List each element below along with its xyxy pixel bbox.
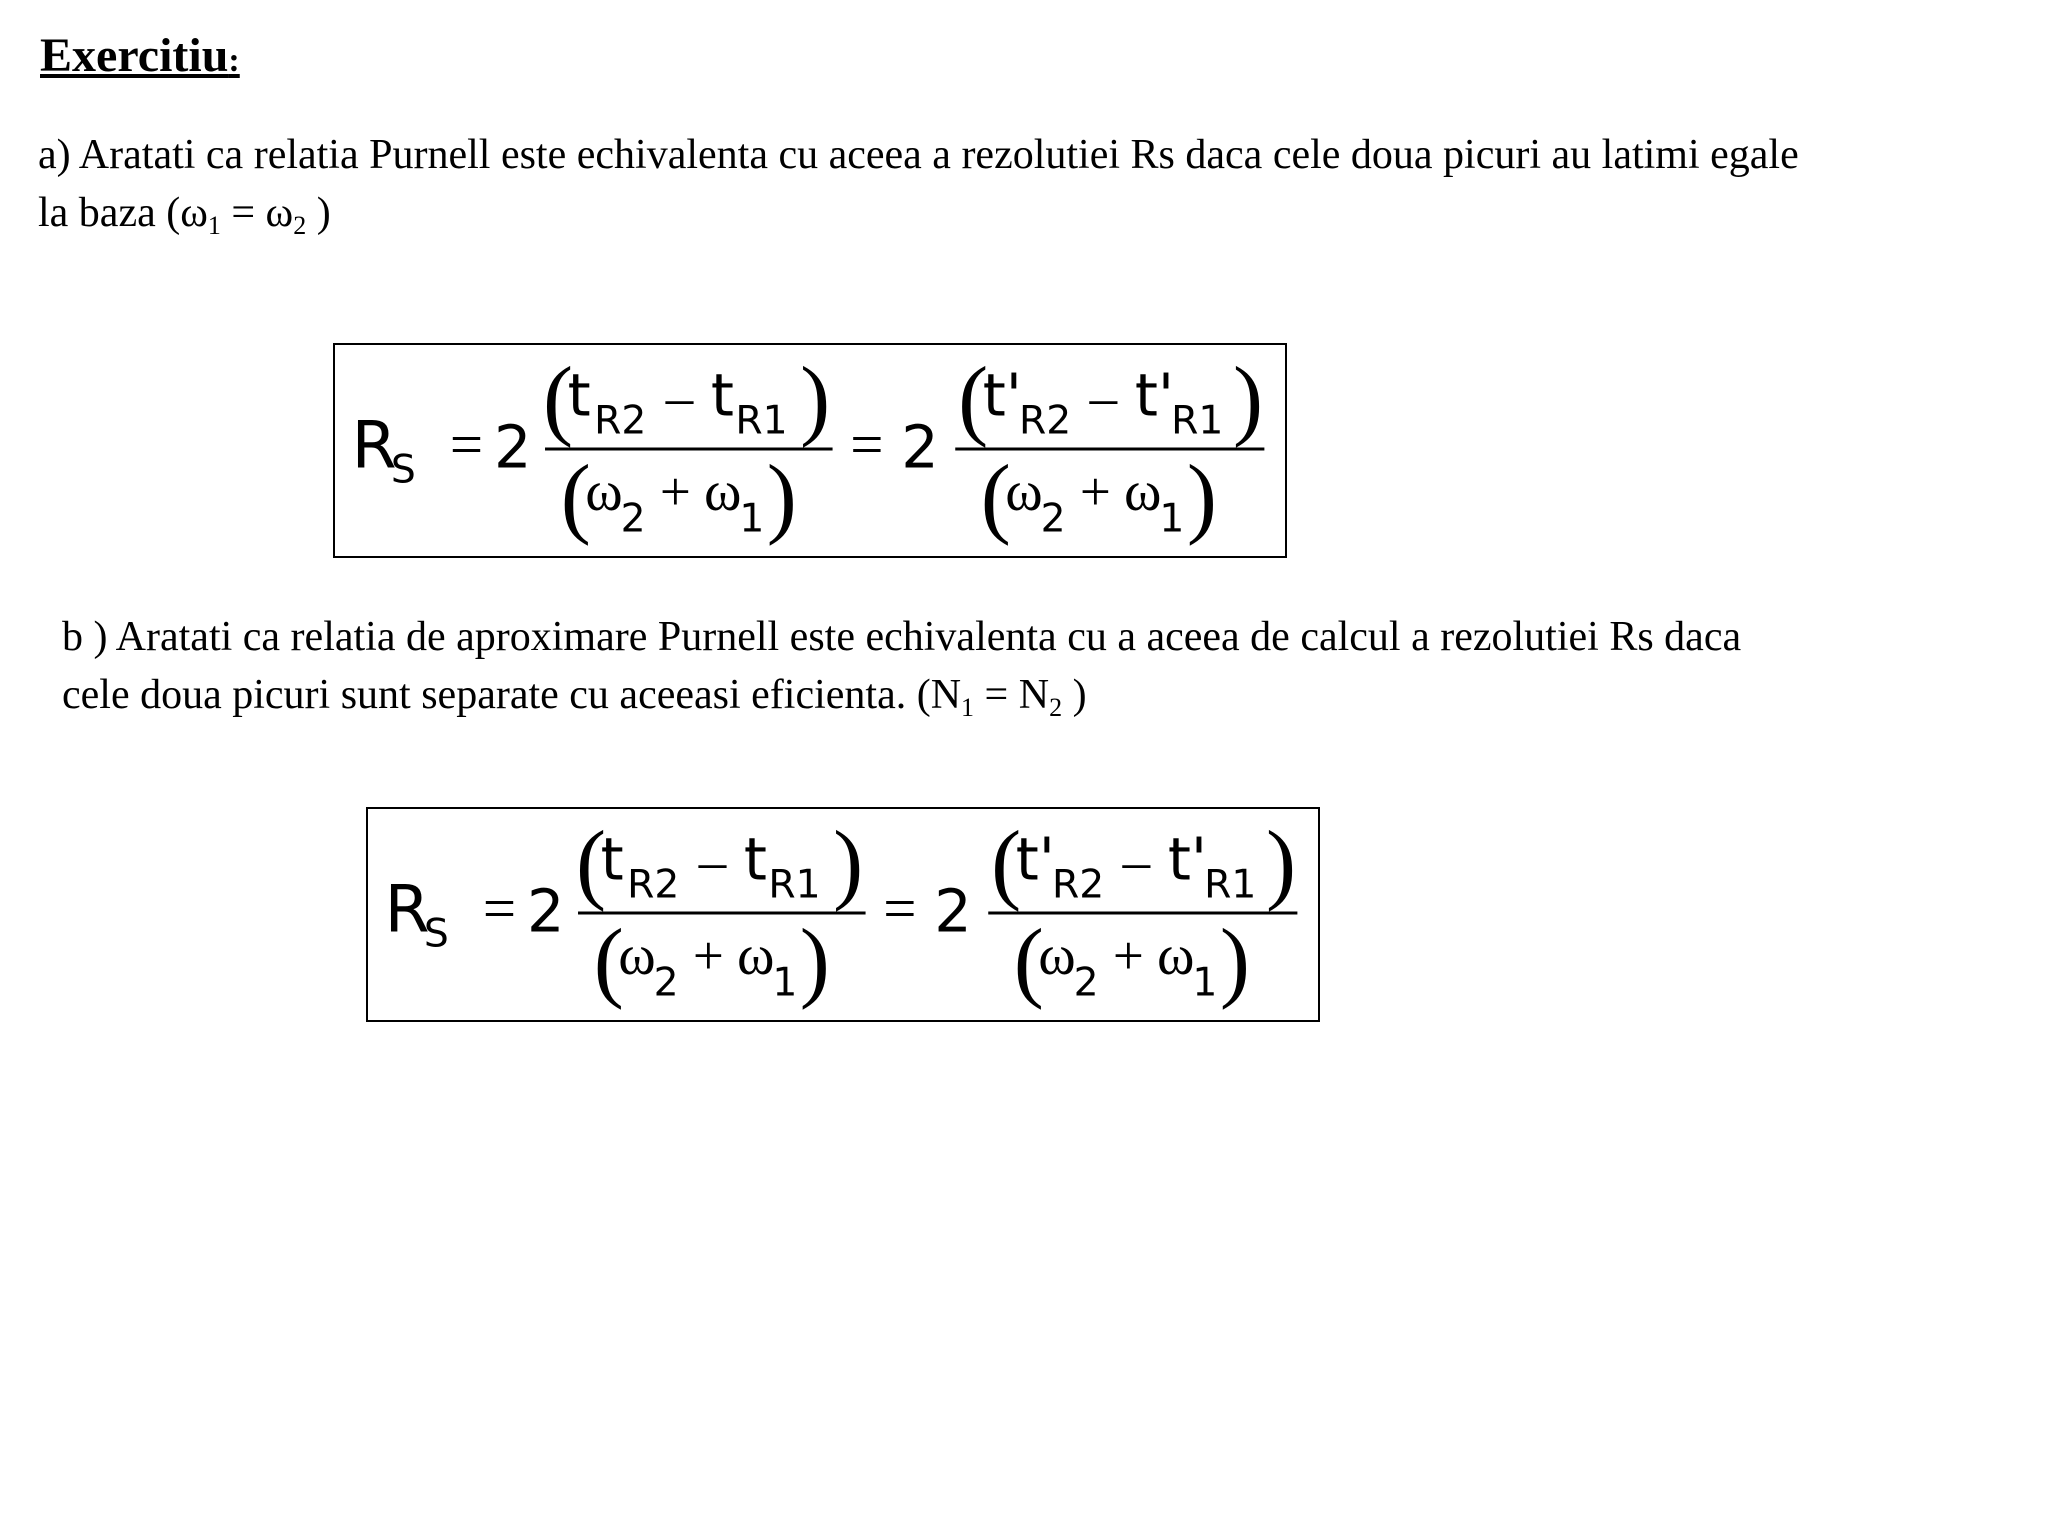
part-a-line1: a) Aratati ca relatia Purnell este echivalenta cu aceea a rezolutiei Rs daca cele doua picuri au latimi egale bbox=[38, 132, 1799, 178]
plus-sign: + bbox=[1079, 460, 1111, 522]
omega-2: ω bbox=[618, 923, 656, 987]
sub-2: 2 bbox=[653, 960, 679, 1006]
t-r2: t bbox=[600, 824, 624, 894]
part-b-mid: = N bbox=[974, 672, 1050, 718]
omega-1: ω bbox=[1124, 459, 1162, 523]
sub-1: 1 bbox=[739, 496, 765, 542]
part-b-line2-prefix: cele doua picuri sunt separate cu aceeasi eficienta. (N bbox=[62, 672, 962, 718]
paren-close: ) bbox=[1186, 446, 1217, 547]
sub-r1: R1 bbox=[1171, 398, 1224, 444]
part-b-sub1: 1 bbox=[961, 693, 975, 722]
part-a-line2-prefix: la baza (ω bbox=[38, 190, 208, 236]
formula-a bbox=[335, 345, 1285, 556]
plus-sign: + bbox=[1112, 924, 1144, 986]
coefficient-2: 2 bbox=[934, 876, 972, 946]
paren-open: ( bbox=[991, 812, 1022, 913]
equals-sign: = bbox=[482, 876, 517, 942]
paren-open: ( bbox=[958, 348, 989, 449]
paren-open: ( bbox=[1013, 910, 1044, 1011]
sub-r2: R2 bbox=[594, 398, 647, 444]
sub-1: 1 bbox=[1159, 496, 1185, 542]
plus-sign: + bbox=[659, 460, 691, 522]
coefficient-2: 2 bbox=[901, 412, 939, 482]
part-a-mid: = ω bbox=[220, 190, 294, 236]
omega-2: ω bbox=[1038, 923, 1076, 987]
part-a-sub2: 2 bbox=[293, 211, 307, 240]
equals-sign: = bbox=[449, 412, 484, 478]
formula-box-b bbox=[366, 807, 1320, 1022]
sub-1: 1 bbox=[772, 960, 798, 1006]
t-prime-r1: t' bbox=[1134, 360, 1175, 430]
omega-1: ω bbox=[737, 923, 775, 987]
sub-2: 2 bbox=[1040, 496, 1066, 542]
minus-sign: – bbox=[1089, 366, 1118, 428]
rs-subscript: S bbox=[423, 911, 449, 957]
sub-r2: R2 bbox=[1052, 862, 1105, 908]
paren-close: ) bbox=[1265, 812, 1297, 913]
sub-r1: R1 bbox=[1204, 862, 1257, 908]
part-a-sub1: 1 bbox=[207, 211, 221, 240]
rs-symbol: R bbox=[384, 872, 430, 948]
sub-1: 1 bbox=[1192, 960, 1218, 1006]
paren-open: ( bbox=[576, 812, 607, 913]
part-a-statement bbox=[38, 126, 2028, 242]
coefficient-2: 2 bbox=[526, 876, 565, 946]
rs-symbol: R bbox=[351, 408, 397, 484]
t-r1: t bbox=[710, 360, 734, 430]
omega-2: ω bbox=[585, 459, 623, 523]
sub-r1: R1 bbox=[768, 862, 821, 908]
paren-close: ) bbox=[833, 812, 864, 913]
paren-open: ( bbox=[980, 446, 1011, 547]
paren-close: ) bbox=[766, 446, 797, 547]
part-b-line2 bbox=[62, 666, 1992, 724]
part-a-line2 bbox=[38, 184, 2028, 242]
minus-sign: – bbox=[698, 830, 727, 892]
sub-2: 2 bbox=[620, 496, 646, 542]
sub-r2: R2 bbox=[627, 862, 680, 908]
paren-open: ( bbox=[543, 348, 574, 449]
formula-b bbox=[368, 809, 1318, 1020]
rs-subscript: S bbox=[390, 447, 416, 493]
t-prime-r2: t' bbox=[1015, 824, 1056, 894]
equals-sign: = bbox=[883, 876, 917, 942]
coefficient-2: 2 bbox=[493, 412, 532, 482]
exercise-title-colon: : bbox=[228, 42, 240, 79]
paren-close: ) bbox=[1219, 910, 1250, 1011]
paren-open: ( bbox=[560, 446, 591, 547]
equals-sign: = bbox=[850, 412, 884, 478]
omega-1: ω bbox=[1157, 923, 1195, 987]
formula-box-a bbox=[333, 343, 1287, 558]
omega-2: ω bbox=[1005, 459, 1043, 523]
exercise-title bbox=[40, 28, 240, 83]
exercise-title-text: Exercitiu bbox=[40, 29, 229, 82]
part-b-suffix: ) bbox=[1062, 672, 1087, 718]
part-a-suffix: ) bbox=[306, 190, 331, 236]
part-b-sub2: 2 bbox=[1049, 693, 1063, 722]
sub-r2: R2 bbox=[1019, 398, 1072, 444]
t-r1: t bbox=[743, 824, 767, 894]
t-prime-r1: t' bbox=[1167, 824, 1208, 894]
t-r2: t bbox=[567, 360, 591, 430]
paren-close: ) bbox=[799, 910, 830, 1011]
part-b-statement bbox=[62, 608, 1992, 724]
sub-2: 2 bbox=[1073, 960, 1099, 1006]
plus-sign: + bbox=[692, 924, 724, 986]
t-prime-r2: t' bbox=[982, 360, 1023, 430]
omega-1: ω bbox=[704, 459, 742, 523]
minus-sign: – bbox=[1122, 830, 1151, 892]
paren-close: ) bbox=[1232, 348, 1264, 449]
paren-open: ( bbox=[593, 910, 624, 1011]
minus-sign: – bbox=[665, 366, 694, 428]
part-b-line1: b ) Aratati ca relatia de aproximare Purnell este echivalenta cu a aceea de calcul a rezolutiei Rs daca bbox=[62, 614, 1742, 660]
sub-r1: R1 bbox=[735, 398, 788, 444]
paren-close: ) bbox=[800, 348, 831, 449]
